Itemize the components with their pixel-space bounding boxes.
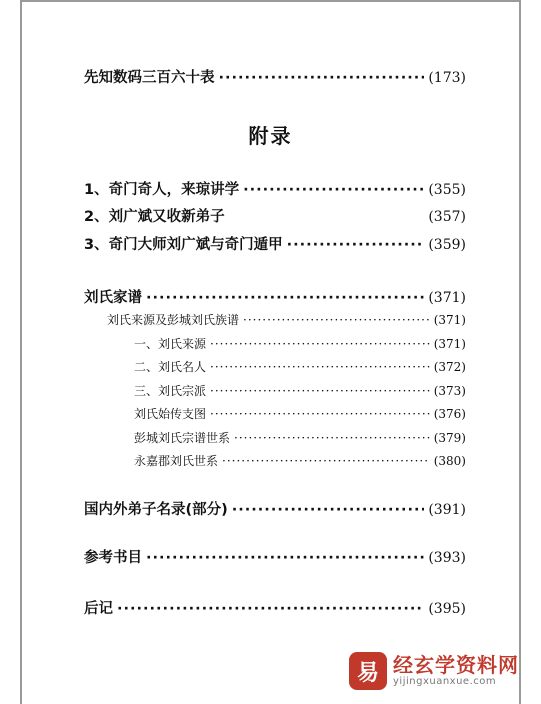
toc-entry-disciples [84, 498, 466, 519]
dot-leader [232, 502, 425, 518]
toc-entry-page: (395) [428, 601, 466, 617]
dot-leader [210, 407, 430, 421]
dot-leader [243, 313, 430, 327]
toc-entry-sub [134, 429, 466, 446]
toc-entry-title: 参考书目 [84, 550, 142, 566]
toc-entry-page: (372) [433, 360, 466, 374]
toc-entry-title: 国内外弟子名录(部分) [84, 502, 228, 518]
dot-leader [210, 360, 430, 374]
site-watermark [349, 652, 519, 690]
toc-entry-page: (393) [428, 550, 466, 566]
toc-entry-page: (359) [428, 237, 466, 253]
dot-leader [222, 454, 430, 468]
watermark-site-name: 经玄学资料网 [393, 653, 519, 677]
toc-entry-afterword [84, 597, 466, 618]
toc-entry-page: (391) [428, 502, 466, 518]
toc-entry-title: 二、刘氏名人 [134, 360, 207, 374]
toc-entry-family-origin [107, 311, 466, 328]
toc-entry-references [84, 546, 466, 567]
toc-entry-title: 刘氏家谱 [84, 290, 142, 306]
toc-entry-page: (371) [428, 290, 466, 306]
toc-entry-title: 永嘉郡刘氏世系 [134, 454, 219, 468]
toc-entry-sub [134, 358, 466, 375]
toc-entry-sub [134, 405, 466, 422]
toc-entry-page: (380) [433, 454, 466, 468]
toc-entry-page: (371) [433, 337, 466, 351]
watermark-logo-icon: 易 [349, 652, 387, 690]
toc-entry-page: (373) [433, 384, 466, 398]
page-edge-top [22, 0, 519, 2]
toc-entry-page: (173) [428, 70, 466, 86]
page-edge-right [519, 0, 521, 704]
watermark-text [393, 654, 519, 688]
dot-leader [243, 182, 424, 198]
toc-entry-sub [134, 335, 466, 352]
watermark-site-url: yijingxuanxue.com [393, 676, 497, 687]
toc-entry-appendix-2 [84, 205, 466, 226]
toc-entry-title: 刘氏来源及彭城刘氏族谱 [107, 313, 240, 327]
dot-leader [234, 431, 430, 445]
dot-leader [146, 290, 424, 306]
toc-entry-title: 后记 [84, 601, 113, 617]
dot-leader [117, 601, 424, 617]
toc-entry-family-tree [84, 286, 466, 307]
toc-entry-page: (355) [428, 182, 466, 198]
dot-leader [210, 384, 430, 398]
toc-entry-title: 2、刘广斌又收新弟子 [84, 209, 225, 225]
toc-entry-top [84, 66, 466, 87]
toc-entry-title: 3、奇门大师刘广斌与奇门遁甲 [84, 237, 283, 253]
toc-entry-title: 先知数码三百六十表 [84, 70, 215, 86]
toc-entry-sub [134, 452, 466, 469]
toc-entry-page: (357) [428, 209, 466, 225]
dot-leader [146, 550, 424, 566]
toc-entry-appendix-3 [84, 233, 466, 254]
toc-entry-title: 1、奇门奇人，来琼讲学 [84, 182, 240, 198]
toc-entry-page: (379) [433, 431, 466, 445]
toc-entry-title: 彭城刘氏宗谱世系 [134, 431, 231, 445]
toc-entry-title: 一、刘氏来源 [134, 337, 207, 351]
page-edge-left [20, 0, 22, 704]
toc-entry-page: (371) [433, 313, 466, 327]
toc-entry-sub [134, 382, 466, 399]
toc-entry-title: 三、刘氏宗派 [134, 384, 207, 398]
dot-leader [210, 337, 430, 351]
toc-entry-title: 刘氏始传支图 [134, 407, 207, 421]
dot-leader [219, 70, 425, 86]
appendix-heading: 附录 [248, 124, 293, 148]
toc-entry-appendix-1 [84, 178, 466, 199]
toc-entry-page: (376) [433, 407, 466, 421]
dot-leader [287, 237, 425, 253]
